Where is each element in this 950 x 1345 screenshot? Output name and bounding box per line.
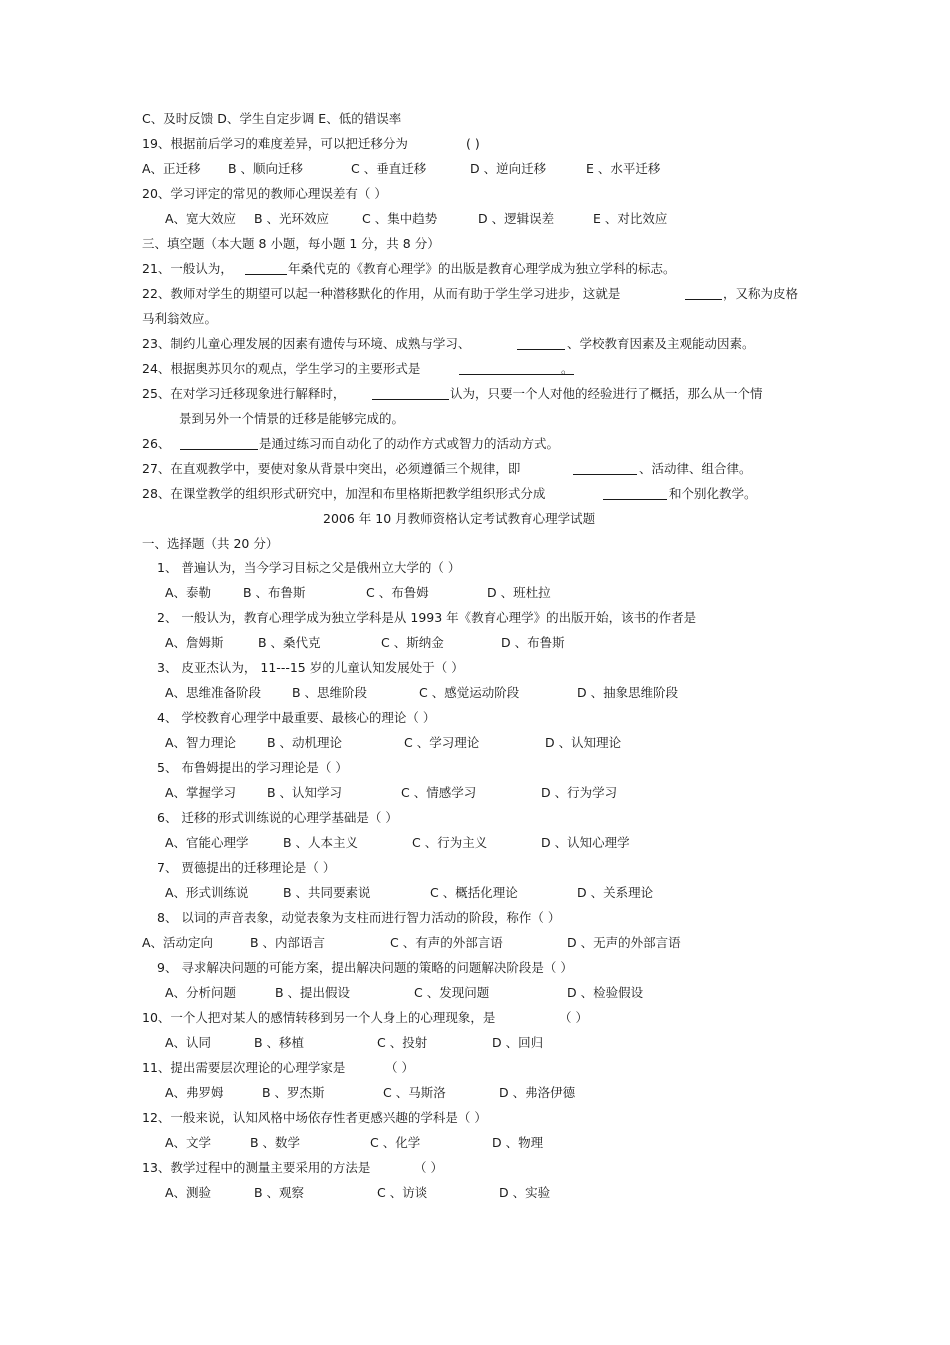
text-line	[0, 1084, 950, 1102]
text-segment: 。	[561, 361, 574, 376]
text-line	[0, 410, 950, 428]
text-segment: A、詹姆斯	[165, 635, 224, 650]
text-line	[0, 210, 950, 228]
text-segment: D 、逆向迁移	[470, 161, 547, 176]
text-line	[0, 185, 950, 203]
fill-in-blank-line	[685, 299, 722, 300]
text-segment: ，又称为皮格	[723, 286, 799, 301]
fill-in-blank-line	[180, 449, 258, 450]
text-segment: D 、班杜拉	[487, 585, 551, 600]
text-line	[0, 859, 950, 877]
text-segment: 8、 以词的声音表象，动觉表象为支柱而进行智力活动的阶段，称作（ ）	[157, 910, 561, 925]
text-segment: B 、共同要素说	[283, 885, 371, 900]
text-segment: 1、 普遍认为，当今学习目标之父是俄州立大学的（ ）	[157, 560, 461, 575]
text-segment: D 、回归	[492, 1035, 544, 1050]
text-segment: C 、学习理论	[404, 735, 480, 750]
text-line	[0, 609, 950, 627]
text-segment: D 、弗洛伊德	[499, 1085, 576, 1100]
text-line	[0, 360, 950, 378]
text-segment: ( )	[466, 136, 480, 151]
text-segment: 三、填空题（本大题 8 小题，每小题 1 分，共 8 分）	[142, 236, 440, 251]
text-segment: 4、 学校教育心理学中最重要、最核心的理论（ ）	[157, 710, 436, 725]
text-segment: D 、物理	[492, 1135, 544, 1150]
text-segment: B 、人本主义	[283, 835, 359, 850]
text-line	[0, 110, 950, 128]
text-line	[0, 959, 950, 977]
fill-in-blank-line	[603, 499, 667, 500]
text-line	[0, 510, 950, 528]
text-line	[0, 784, 950, 802]
text-segment: B 、移植	[254, 1035, 305, 1050]
text-segment: B 、光环效应	[254, 211, 330, 226]
text-segment: C 、发现问题	[414, 985, 490, 1000]
text-line	[0, 310, 950, 328]
text-segment: B 、动机理论	[267, 735, 343, 750]
text-segment: 认为，只要一个人对他的经验进行了概括，那么从一个情	[450, 386, 763, 401]
text-segment: C 、有声的外部言语	[390, 935, 503, 950]
text-line	[0, 809, 950, 827]
text-line	[0, 1009, 950, 1027]
text-segment: 是通过练习而自动化了的动作方式或智力的活动方式。	[259, 436, 560, 451]
fill-in-blank-line	[517, 349, 565, 350]
text-line	[0, 909, 950, 927]
text-segment: C、及时反馈 D、学生自定步调 E、低的错误率	[142, 111, 402, 126]
text-line	[0, 460, 950, 478]
text-segment: 6、 迁移的形式训练说的心理学基础是（ ）	[157, 810, 398, 825]
text-segment: 21、一般认为，	[142, 261, 233, 276]
text-segment: 、活动律、组合律。	[639, 461, 752, 476]
text-segment: C 、行为主义	[412, 835, 488, 850]
text-line	[0, 1159, 950, 1177]
text-line	[0, 759, 950, 777]
text-segment: 和个别化教学。	[669, 486, 757, 501]
text-segment: 12、一般来说，认知风格中场依存性者更感兴趣的学科是（ ）	[142, 1110, 487, 1125]
text-segment: B 、内部语言	[250, 935, 326, 950]
text-line	[0, 709, 950, 727]
text-line	[0, 584, 950, 602]
text-segment: C 、情感学习	[401, 785, 477, 800]
text-segment: A、正迁移	[142, 161, 201, 176]
text-line	[0, 435, 950, 453]
text-line	[0, 734, 950, 752]
text-segment: 26、	[142, 436, 171, 451]
text-segment: 9、 寻求解决问题的可能方案，提出解决问题的策略的问题解决阶段是（ ）	[157, 960, 573, 975]
text-segment: C 、垂直迁移	[351, 161, 427, 176]
text-segment: C 、斯纳金	[381, 635, 444, 650]
text-line	[0, 485, 950, 503]
text-segment: D 、无声的外部言语	[567, 935, 681, 950]
text-line	[0, 1134, 950, 1152]
text-line	[0, 934, 950, 952]
text-segment: （ ）	[414, 1160, 443, 1175]
text-segment: 28、在课堂教学的组织形式研究中，加涅和布里格斯把教学组织形式分成	[142, 486, 546, 501]
text-segment: D 、逻辑误差	[478, 211, 555, 226]
text-segment: 20、学习评定的常见的教师心理误差有（ ）	[142, 186, 387, 201]
text-segment: A、分析问题	[165, 985, 237, 1000]
text-segment: 5、 布鲁姆提出的学习理论是（ ）	[157, 760, 348, 775]
text-segment: 7、 贾德提出的迁移理论是（ ）	[157, 860, 336, 875]
fill-in-blank-line	[372, 399, 449, 400]
text-segment: D 、抽象思维阶段	[577, 685, 679, 700]
text-line	[0, 1059, 950, 1077]
text-segment: （ ）	[385, 1060, 414, 1075]
text-segment: C 、感觉运动阶段	[419, 685, 520, 700]
text-segment: A、弗罗姆	[165, 1085, 224, 1100]
text-segment: D 、关系理论	[577, 885, 654, 900]
text-line	[0, 335, 950, 353]
text-segment: D 、实验	[499, 1185, 551, 1200]
text-segment: 一、选择题（共 20 分）	[142, 536, 279, 551]
text-line	[0, 1034, 950, 1052]
text-segment: A、官能心理学	[165, 835, 249, 850]
text-line	[0, 634, 950, 652]
text-segment: A、泰勒	[165, 585, 212, 600]
text-segment: 2006 年 10 月教师资格认定考试教育心理学试题	[323, 511, 596, 526]
text-segment: 10、一个人把对某人的感情转移到另一个人身上的心理现象，是	[142, 1010, 496, 1025]
text-line	[0, 260, 950, 278]
text-segment: B 、布鲁斯	[243, 585, 306, 600]
text-segment: 年桑代克的《教育心理学》的出版是教育心理学成为独立学科的标志。	[288, 261, 676, 276]
text-line	[0, 559, 950, 577]
text-segment: A、掌握学习	[165, 785, 237, 800]
text-segment: C 、概括化理论	[430, 885, 518, 900]
text-line	[0, 135, 950, 153]
text-segment: C 、集中趋势	[362, 211, 438, 226]
text-line	[0, 684, 950, 702]
text-segment: C 、投射	[377, 1035, 428, 1050]
fill-in-blank-line	[573, 474, 637, 475]
text-line	[0, 385, 950, 403]
text-segment: 、学校教育因素及主观能动因素。	[567, 336, 755, 351]
text-segment: A、智力理论	[165, 735, 237, 750]
text-segment: D 、行为学习	[541, 785, 618, 800]
text-segment: C 、化学	[370, 1135, 421, 1150]
text-segment: 景到另外一个情景的迁移是能够完成的。	[179, 411, 405, 426]
text-segment: 马利翁效应。	[142, 311, 218, 326]
text-segment: 13、教学过程中的测量主要采用的方法是	[142, 1160, 371, 1175]
text-segment: D 、布鲁斯	[501, 635, 565, 650]
text-line	[0, 1109, 950, 1127]
text-segment: 19、根据前后学习的难度差异，可以把迁移分为	[142, 136, 408, 151]
text-line	[0, 535, 950, 553]
text-line	[0, 160, 950, 178]
text-segment: B 、桑代克	[258, 635, 321, 650]
text-segment: C 、访谈	[377, 1185, 428, 1200]
text-segment: B 、数学	[250, 1135, 301, 1150]
text-segment: 3、 皮亚杰认为， 11---15 岁的儿童认知发展处于（ ）	[157, 660, 464, 675]
text-line	[0, 285, 950, 303]
text-line	[0, 984, 950, 1002]
fill-in-blank-line	[459, 374, 574, 375]
text-segment: 11、提出需要层次理论的心理学家是	[142, 1060, 346, 1075]
text-segment: D 、认知理论	[545, 735, 622, 750]
text-line	[0, 834, 950, 852]
text-segment: E 、水平迁移	[586, 161, 661, 176]
text-segment: 22、教师对学生的期望可以起一种潜移默化的作用，从而有助于学生学习进步，这就是	[142, 286, 621, 301]
text-segment: A、形式训练说	[165, 885, 249, 900]
text-line	[0, 1184, 950, 1202]
text-segment: （ ）	[559, 1010, 588, 1025]
text-line	[0, 884, 950, 902]
text-segment: 2、 一般认为，教育心理学成为独立学科是从 1993 年《教育心理学》的出版开始，该书的作者是	[157, 610, 697, 625]
text-segment: 25、在对学习迁移现象进行解释时，	[142, 386, 346, 401]
text-segment: B 、顺向迁移	[228, 161, 304, 176]
text-segment: 23、制约儿童心理发展的因素有遗传与环境、成熟与学习、	[142, 336, 471, 351]
text-segment: B 、提出假设	[275, 985, 351, 1000]
text-segment: A、认同	[165, 1035, 212, 1050]
text-segment: A、宽大效应	[165, 211, 237, 226]
text-segment: A、活动定向	[142, 935, 214, 950]
text-segment: B 、罗杰斯	[262, 1085, 325, 1100]
text-segment: B 、观察	[254, 1185, 305, 1200]
text-segment: B 、认知学习	[267, 785, 343, 800]
text-segment: E 、对比效应	[593, 211, 668, 226]
text-segment: A、思维准备阶段	[165, 685, 262, 700]
text-segment: D 、检验假设	[567, 985, 644, 1000]
text-segment: D 、认知心理学	[541, 835, 630, 850]
text-segment: B 、思维阶段	[292, 685, 368, 700]
text-segment: 24、根据奥苏贝尔的观点，学生学习的主要形式是	[142, 361, 421, 376]
text-segment: A、文学	[165, 1135, 212, 1150]
text-segment: C 、马斯洛	[383, 1085, 446, 1100]
text-line	[0, 659, 950, 677]
fill-in-blank-line	[245, 274, 287, 275]
text-line	[0, 235, 950, 253]
text-segment: C 、布鲁姆	[366, 585, 429, 600]
text-segment: 27、在直观教学中，要使对象从背景中突出，必须遵循三个规律，即	[142, 461, 521, 476]
text-segment: A、测验	[165, 1185, 212, 1200]
